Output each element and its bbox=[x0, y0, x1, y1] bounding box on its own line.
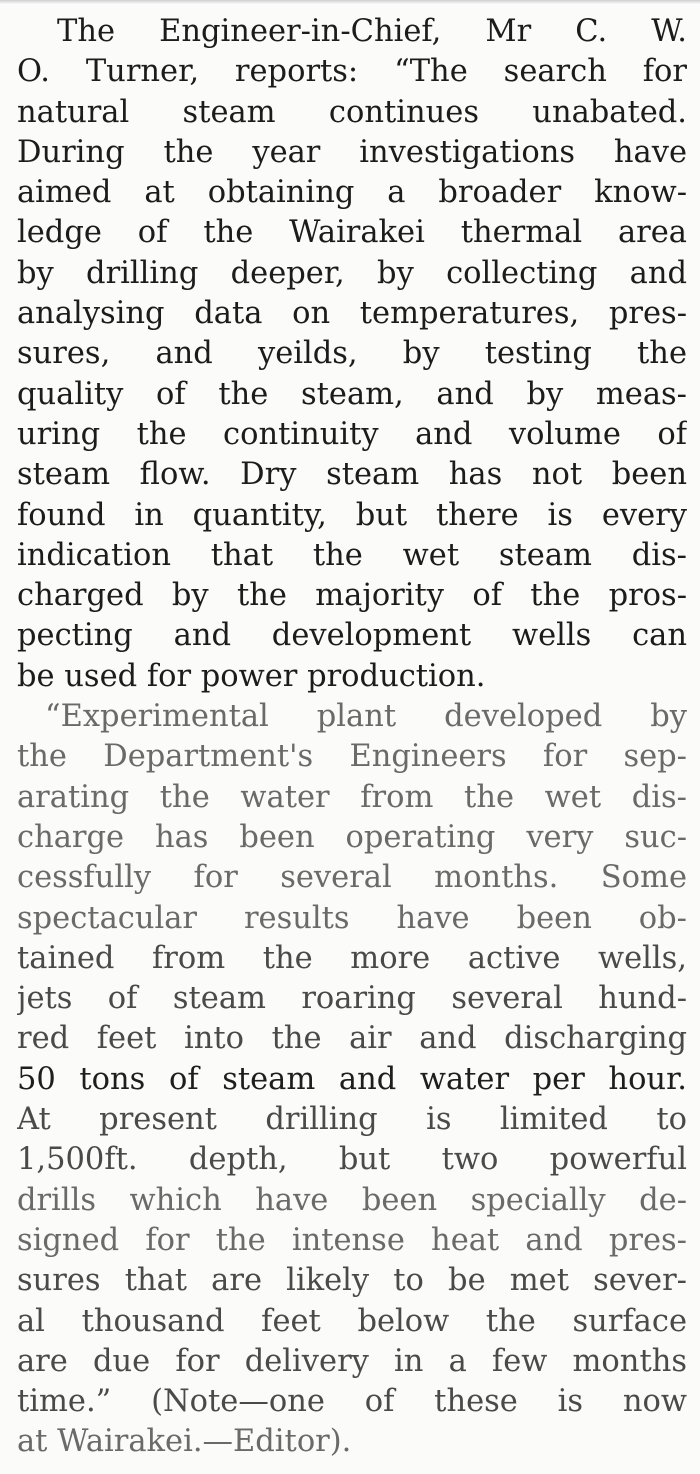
text-line: ledge of the Wairakei thermal area bbox=[17, 215, 687, 251]
text-line: al thousand feet below the surface bbox=[17, 1303, 687, 1339]
text-line: are due for delivery in a few months bbox=[17, 1343, 687, 1379]
text-line: During the year investigations have bbox=[17, 134, 687, 170]
text-line: spectacular results have been ob- bbox=[17, 900, 687, 936]
text-line: uring the continuity and volume of bbox=[17, 416, 687, 452]
text-line: the Department's Engineers for sep- bbox=[17, 739, 687, 775]
text-line: cessfully for several months. Some bbox=[17, 860, 687, 896]
text-line: The Engineer-in-Chief, Mr C. W. bbox=[57, 14, 687, 49]
text-line: At present drilling is limited to bbox=[17, 1102, 687, 1138]
paragraph-engineer-report bbox=[17, 12, 687, 697]
text-line: sures that are likely to be met sever- bbox=[17, 1263, 687, 1299]
article-column bbox=[17, 12, 687, 1463]
text-line: red feet into the air and discharging bbox=[17, 1021, 687, 1057]
text-line: at Wairakei.—Editor). bbox=[17, 1424, 352, 1460]
text-line: O. Turner, reports: “The search for bbox=[17, 54, 687, 90]
text-line: jets of steam roaring several hund- bbox=[17, 981, 687, 1017]
clipping-top-edge bbox=[0, 0, 700, 4]
text-line: indication that the wet steam dis- bbox=[17, 537, 687, 573]
text-line: pecting and development wells can bbox=[17, 618, 687, 654]
text-line: by drilling deeper, by collecting and bbox=[17, 255, 687, 291]
text-line: charge has been operating very suc- bbox=[17, 819, 687, 855]
text-line: natural steam continues unabated. bbox=[17, 94, 687, 130]
text-line: quality of the steam, and by meas- bbox=[17, 376, 687, 412]
text-line: time.” (Note—one of these is now bbox=[17, 1384, 687, 1420]
text-line: be used for power production. bbox=[17, 658, 486, 694]
text-line: arating the water from the wet dis- bbox=[17, 779, 687, 815]
text-line: drills which have been specially de- bbox=[17, 1182, 687, 1218]
text-line: tained from the more active wells, bbox=[17, 940, 687, 976]
text-line: steam flow. Dry steam has not been bbox=[17, 457, 687, 493]
text-line: 50 tons of steam and water per hour. bbox=[17, 1061, 687, 1097]
text-line: sures, and yeilds, by testing the bbox=[17, 336, 687, 372]
text-line: “Experimental plant developed by bbox=[45, 699, 687, 735]
text-line: 1,500ft. depth, but two powerful bbox=[17, 1142, 687, 1178]
text-line: analysing data on temperatures, pres- bbox=[17, 296, 687, 332]
paragraph-experimental-plant bbox=[17, 697, 687, 1463]
text-line: found in quantity, but there is every bbox=[17, 497, 687, 533]
text-line: signed for the intense heat and pres- bbox=[17, 1222, 687, 1258]
text-line: charged by the majority of the pros- bbox=[17, 578, 687, 614]
text-line: aimed at obtaining a broader know- bbox=[17, 175, 687, 211]
